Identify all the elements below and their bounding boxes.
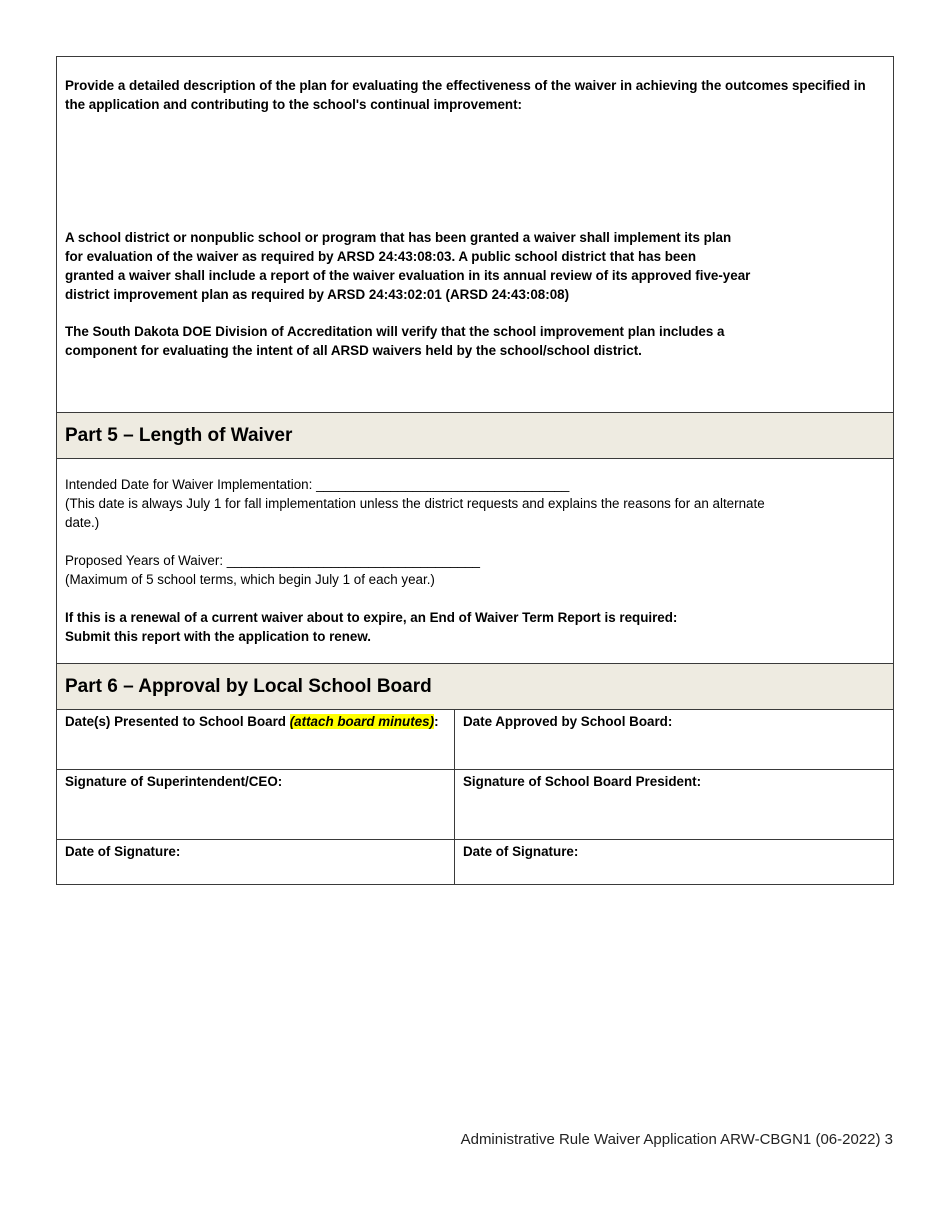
rule-line-3: granted a waiver shall include a report of the waiver evaluation in its annual review of its approved five-year (65, 268, 751, 283)
approval-table (57, 710, 893, 884)
superintendent-signature-label: Signature of Superintendent/CEO: (65, 773, 283, 789)
superintendent-signature-cell[interactable] (57, 769, 455, 839)
evaluation-response-area[interactable] (65, 114, 885, 228)
board-president-signature-cell[interactable] (455, 769, 894, 839)
dates-presented-suffix: : (434, 714, 439, 729)
renewal-notice (65, 608, 885, 646)
evaluation-prompt: Provide a detailed description of the plan for evaluating the effectiveness of the waiver in achieving the outcomes specified in the application and contributing to the school's continual improvement: (65, 78, 866, 112)
date-approved-label: Date Approved by School Board: (463, 714, 673, 729)
doe-line-1: The South Dakota DOE Division of Accreditation will verify that the school improvement plan includes a (65, 324, 725, 339)
page-footer: Administrative Rule Waiver Application ARW-CBGN1 (06-2022) 3 (460, 1131, 893, 1148)
proposed-years-note: (Maximum of 5 school terms, which begin July 1 of each year.) (65, 572, 435, 587)
superintendent-date-cell[interactable] (57, 839, 455, 884)
attach-minutes-highlight: (attach board minutes) (289, 714, 435, 729)
table-row (57, 769, 893, 839)
superintendent-date-label: Date of Signature: (65, 843, 181, 859)
part4-evaluation-section (57, 57, 893, 413)
rule-line-4: district improvement plan as required by ARSD 24:43:02:01 (ARSD 24:43:08:08) (65, 287, 570, 302)
board-president-date-label: Date of Signature: (463, 843, 579, 859)
table-row (57, 839, 893, 884)
board-president-date-cell[interactable] (455, 839, 894, 884)
part5-heading: Part 5 – Length of Waiver (57, 413, 893, 459)
doe-verification-text (65, 322, 885, 360)
waiver-form (56, 56, 894, 885)
implementation-note-line-1: (This date is always July 1 for fall implementation unless the district requests and explains the reasons for an alternate (65, 496, 765, 511)
date-approved-cell[interactable] (455, 710, 894, 769)
part6-approval-section (57, 710, 893, 884)
renewal-line-1: If this is a renewal of a current waiver about to expire, an End of Waiver Term Report is required: (65, 610, 678, 625)
renewal-line-2: Submit this report with the application to renew. (65, 629, 372, 644)
proposed-years-field[interactable]: Proposed Years of Waiver: __________________________________ (65, 553, 480, 568)
rule-line-1: A school district or nonpublic school or program that has been granted a waiver shall implement its plan (65, 230, 732, 245)
dates-presented-label: Date(s) Presented to School Board (65, 714, 290, 729)
dates-presented-cell[interactable] (57, 710, 455, 769)
part5-length-section (57, 459, 893, 664)
table-row (57, 710, 893, 769)
rule-text (65, 228, 885, 304)
board-president-signature-label: Signature of School Board President: (463, 773, 702, 789)
implementation-note (65, 494, 885, 532)
implementation-note-line-2: date.) (65, 515, 100, 530)
rule-line-2: for evaluation of the waiver as required by ARSD 24:43:08:03. A public school district that has been (65, 249, 697, 264)
doe-line-2: component for evaluating the intent of all ARSD waivers held by the school/school district. (65, 343, 642, 358)
part6-heading: Part 6 – Approval by Local School Board (57, 664, 893, 710)
implementation-date-field[interactable]: Intended Date for Waiver Implementation: __________________________________ (65, 477, 570, 492)
